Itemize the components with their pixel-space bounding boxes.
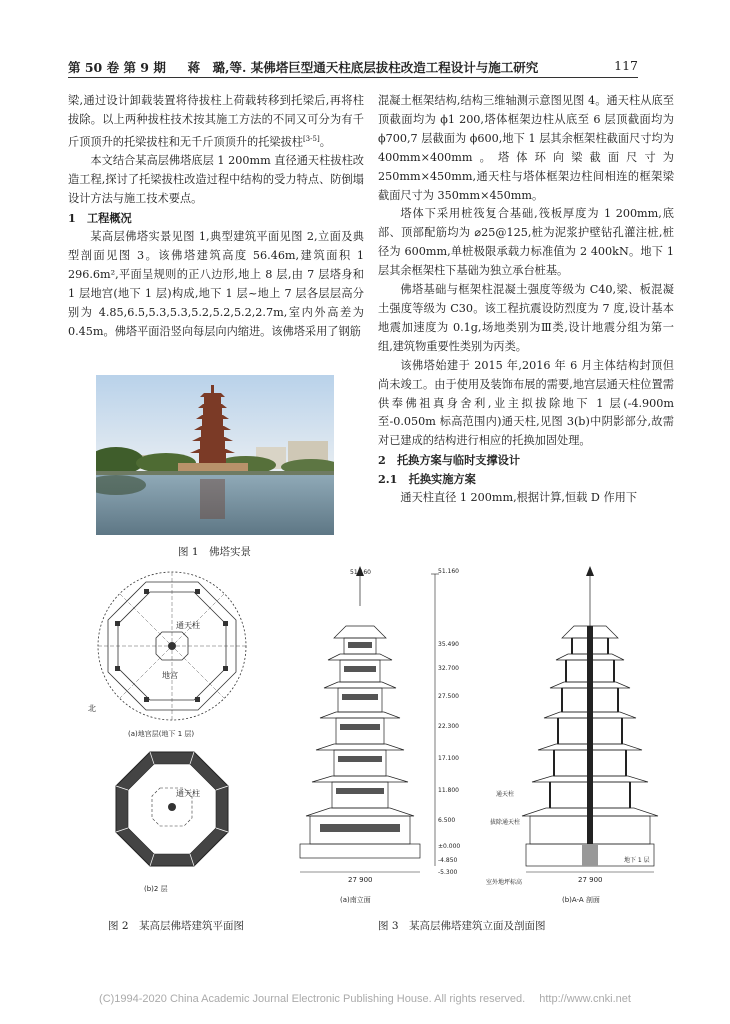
paragraph: 该佛塔始建于 2015 年,2016 年 6 月主体结构封顶但尚未竣工。由于使用及装饰布展的需要,地宫层通天柱位置需供奉佛祖真身舍利,业主拟拔除地下 1 层(-4.900m 至-0.050m 标高范围内)通天柱,见图 3(b)中阴影部分,故需对已建成的结构进行相应的托换加固处理。 <box>378 358 674 448</box>
section-heading: 2 托换方案与临时支撑设计 <box>378 453 521 468</box>
left-column <box>68 92 364 342</box>
header-title: 某佛塔巨型通天柱底层拔柱改造工程设计与施工研究 <box>250 60 539 75</box>
paragraph: 某高层佛塔实景见图 1,典型建筑平面见图 2,立面及典型剖面见图 3。该佛塔建筑高度 56.46m,建筑面积 1 296.6m²,平面呈规则的正八边形,地上 8 层,由 7 层塔身和 1 层地宫(地下 1 层)构成,地下 1 层~地上 7 层各层层高分别为 4.85,6.5,5.3,5.3,5.2,5.2,5.2,2.7m,室内外高差为 0.45m。佛塔平面沿竖向每层向内缩进。该佛塔采用了钢筋 <box>68 230 364 338</box>
paragraph: 梁,通过设计卸载装置将待拔柱上荷载转移到托梁后,再将柱拔除。以上两种拔柱技术按其施工方法的不同又可分为有千斤顶顶升的托梁拔柱和无千斤顶顶升的托梁拔柱[3-5]。 <box>68 94 364 149</box>
elev-level-1: 51.160 <box>438 568 459 575</box>
right-column <box>378 92 674 508</box>
ground-note: 室外地坪标高 <box>486 879 523 886</box>
label-digong: 地宫 <box>162 671 178 680</box>
paragraph: 佛塔基础与框架柱混凝土强度等级为 C40,梁、板混凝土强度等级为 C30。该工程抗震设防烈度为 7 度,设计基本地震加速度为 0.1g,场地类别为Ⅲ类,设计地震分组为第一组,建筑物重要性类别为丙类。 <box>378 283 674 353</box>
elev-ground: -5.300 <box>438 869 458 876</box>
paragraph: 通天柱直径 1 200mm,根据计算,恒载 D 作用下 <box>400 491 638 505</box>
paragraph: 本文结合某高层佛塔底层 1 200mm 直径通天柱拔柱改造工程,探讨了托梁拔柱改造过程中结构的受力特点、防倒塌设计方法与施工技术要点。 <box>68 154 364 206</box>
paragraph: 混凝土框架结构,结构三维轴测示意图见图 4。通天柱从底至顶截面均为 ϕ1 200,塔体框架边柱从底至 6 层顶截面均为 ϕ700,7 层截面为 ϕ600,地下 1 层其余框架柱截面尺寸均为 400mm×400mm。塔体环向梁截面尺寸为 250mm×450mm,通天柱与塔体框架边柱间相连的框架梁截面尺寸为 350mm×450mm。 <box>378 94 674 202</box>
section-heading: 1 工程概况 <box>68 211 132 226</box>
label-tongtianzhu: 通天柱 <box>176 621 200 630</box>
elev-level-3: 32.700 <box>438 665 459 672</box>
header-authors: 蒋 璐,等. <box>187 60 247 75</box>
elev-level-6: 17.100 <box>438 755 459 762</box>
fig2b-subcaption: (b)2 层 <box>144 885 168 893</box>
elev-level-9: ±0.000 <box>438 843 461 850</box>
elev-level-4: 27.500 <box>438 693 459 700</box>
running-header <box>68 58 538 76</box>
citation[interactable]: [3-5] <box>302 134 320 143</box>
dim-width-a: 27 900 <box>348 876 373 884</box>
col-note: 通天柱 <box>496 791 515 798</box>
figure-2-caption: 图 2 某高层佛塔建筑平面图 <box>108 920 245 932</box>
elev-level-7: 11.800 <box>438 787 459 794</box>
copyright-footer: (C)1994-2020 China Academic Journal Electronic Publishing House. All rights reserved. http://www.cnki.net <box>99 993 631 1005</box>
elev-level-2: 35.490 <box>438 641 459 648</box>
subsection-heading: 2.1 托换实施方案 <box>378 472 476 487</box>
label-north: 北 <box>88 704 96 713</box>
figure-3-caption: 图 3 某高层佛塔建筑立面及剖面图 <box>378 920 546 932</box>
elev-level-8: 6.500 <box>438 817 456 824</box>
elev-base: -4.850 <box>438 857 458 864</box>
elev-level-5: 22.300 <box>438 723 459 730</box>
elev-top-a: 51.160 <box>350 569 371 576</box>
underground-label: 地下 1 层 <box>624 857 650 864</box>
fig3a-subcaption: (a)南立面 <box>340 896 371 904</box>
dim-width-b: 27 900 <box>578 876 603 884</box>
figure-3-elevation-section <box>290 566 670 911</box>
pagoda-photo <box>96 375 334 535</box>
paragraph: 塔体下采用桩筏复合基础,筏板厚度为 1 200mm,底部、顶部配筋均为 ⌀25@125,桩为泥浆护壁钻孔灌注桩,桩径为 600mm,单桩极限承载力标准值为 2 400kN。地下 1 层其余框架柱下基础为独立承台桩基。 <box>378 207 674 278</box>
figure-2-plans <box>88 566 288 911</box>
header-rule <box>68 77 638 78</box>
journal-issue: 第 50 卷 第 9 期 <box>68 60 166 75</box>
remove-note: 拔除通天柱 <box>490 819 521 826</box>
label-tongtianzhu-2: 通天柱 <box>176 789 200 798</box>
figure-1-caption: 图 1 佛塔实景 <box>178 546 252 558</box>
fig2a-subcaption: (a)地宫层(地下 1 层) <box>128 730 195 738</box>
fig3b-subcaption: (b)A-A 剖面 <box>562 896 600 904</box>
page-number: 117 <box>614 58 638 73</box>
